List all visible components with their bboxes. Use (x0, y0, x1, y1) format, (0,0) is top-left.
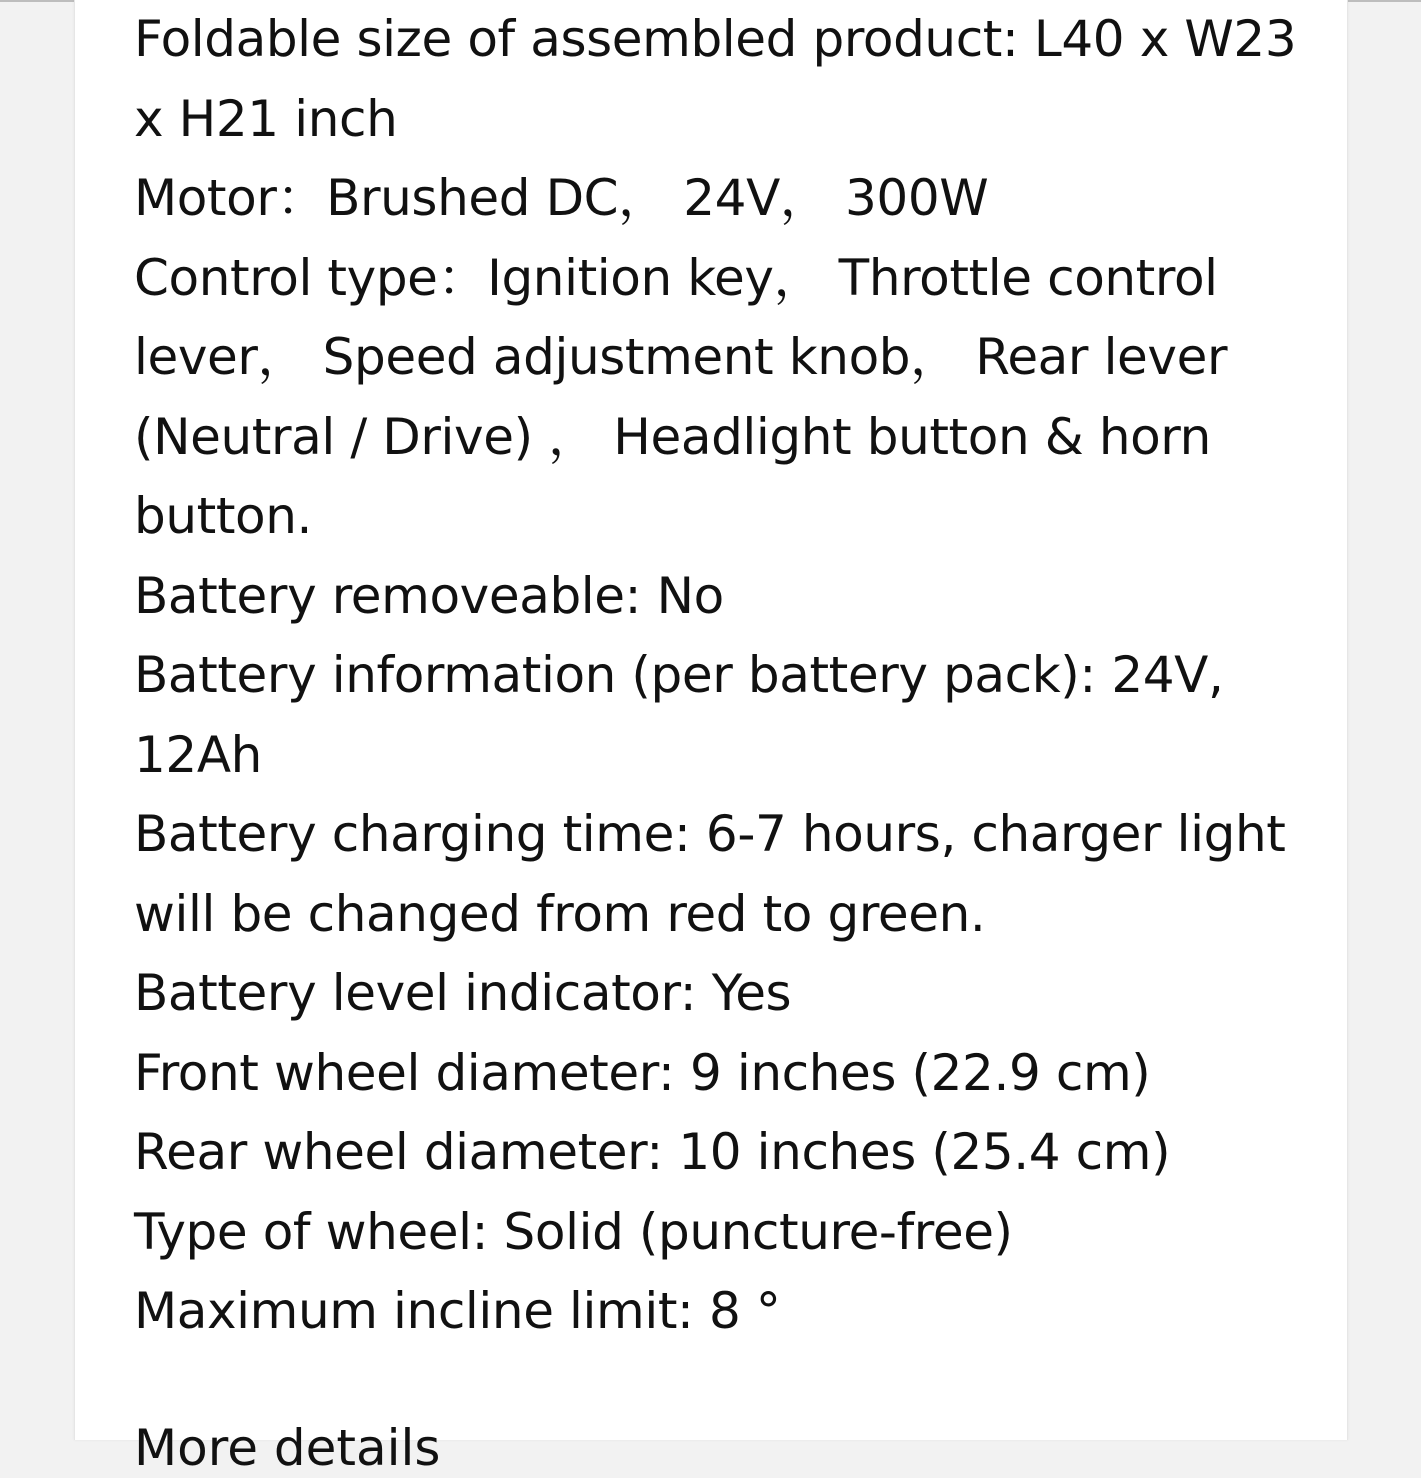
spec-battery-removeable: Battery removeable: No (134, 566, 724, 625)
spec-rear-wheel-diameter: Rear wheel diameter: 10 inches (25.4 cm) (134, 1123, 1171, 1181)
spec-maximum-incline-limit: Maximum incline limit: 8 ° (134, 1282, 781, 1340)
more-details-link[interactable]: More details (134, 1419, 441, 1477)
spec-battery-information: Battery information (per battery pack): 24V, 12Ah (134, 646, 1224, 784)
spec-list (134, 0, 1304, 1352)
spec-battery-charging-time: Battery charging time: 6-7 hours, charger light will be changed from red to green. (134, 805, 1286, 943)
spec-front-wheel-diameter: Front wheel diameter: 9 inches (22.9 cm) (134, 1043, 1151, 1102)
spec-motor: Motor：Brushed DC， 24V， 300W (134, 169, 989, 227)
spec-control-type: Control type：Ignition key， Throttle control lever， Speed adjustment knob， Rear lever (Neutral / Drive) ， Headlight button & horn button. (134, 248, 1228, 545)
spec-battery-level-indicator: Battery level indicator: Yes (134, 964, 792, 1022)
spec-type-of-wheel: Type of wheel: Solid (puncture-free) (134, 1202, 1013, 1261)
spec-foldable-size: Foldable size of assembled product: L40 x W23 x H21 inch (134, 10, 1297, 148)
